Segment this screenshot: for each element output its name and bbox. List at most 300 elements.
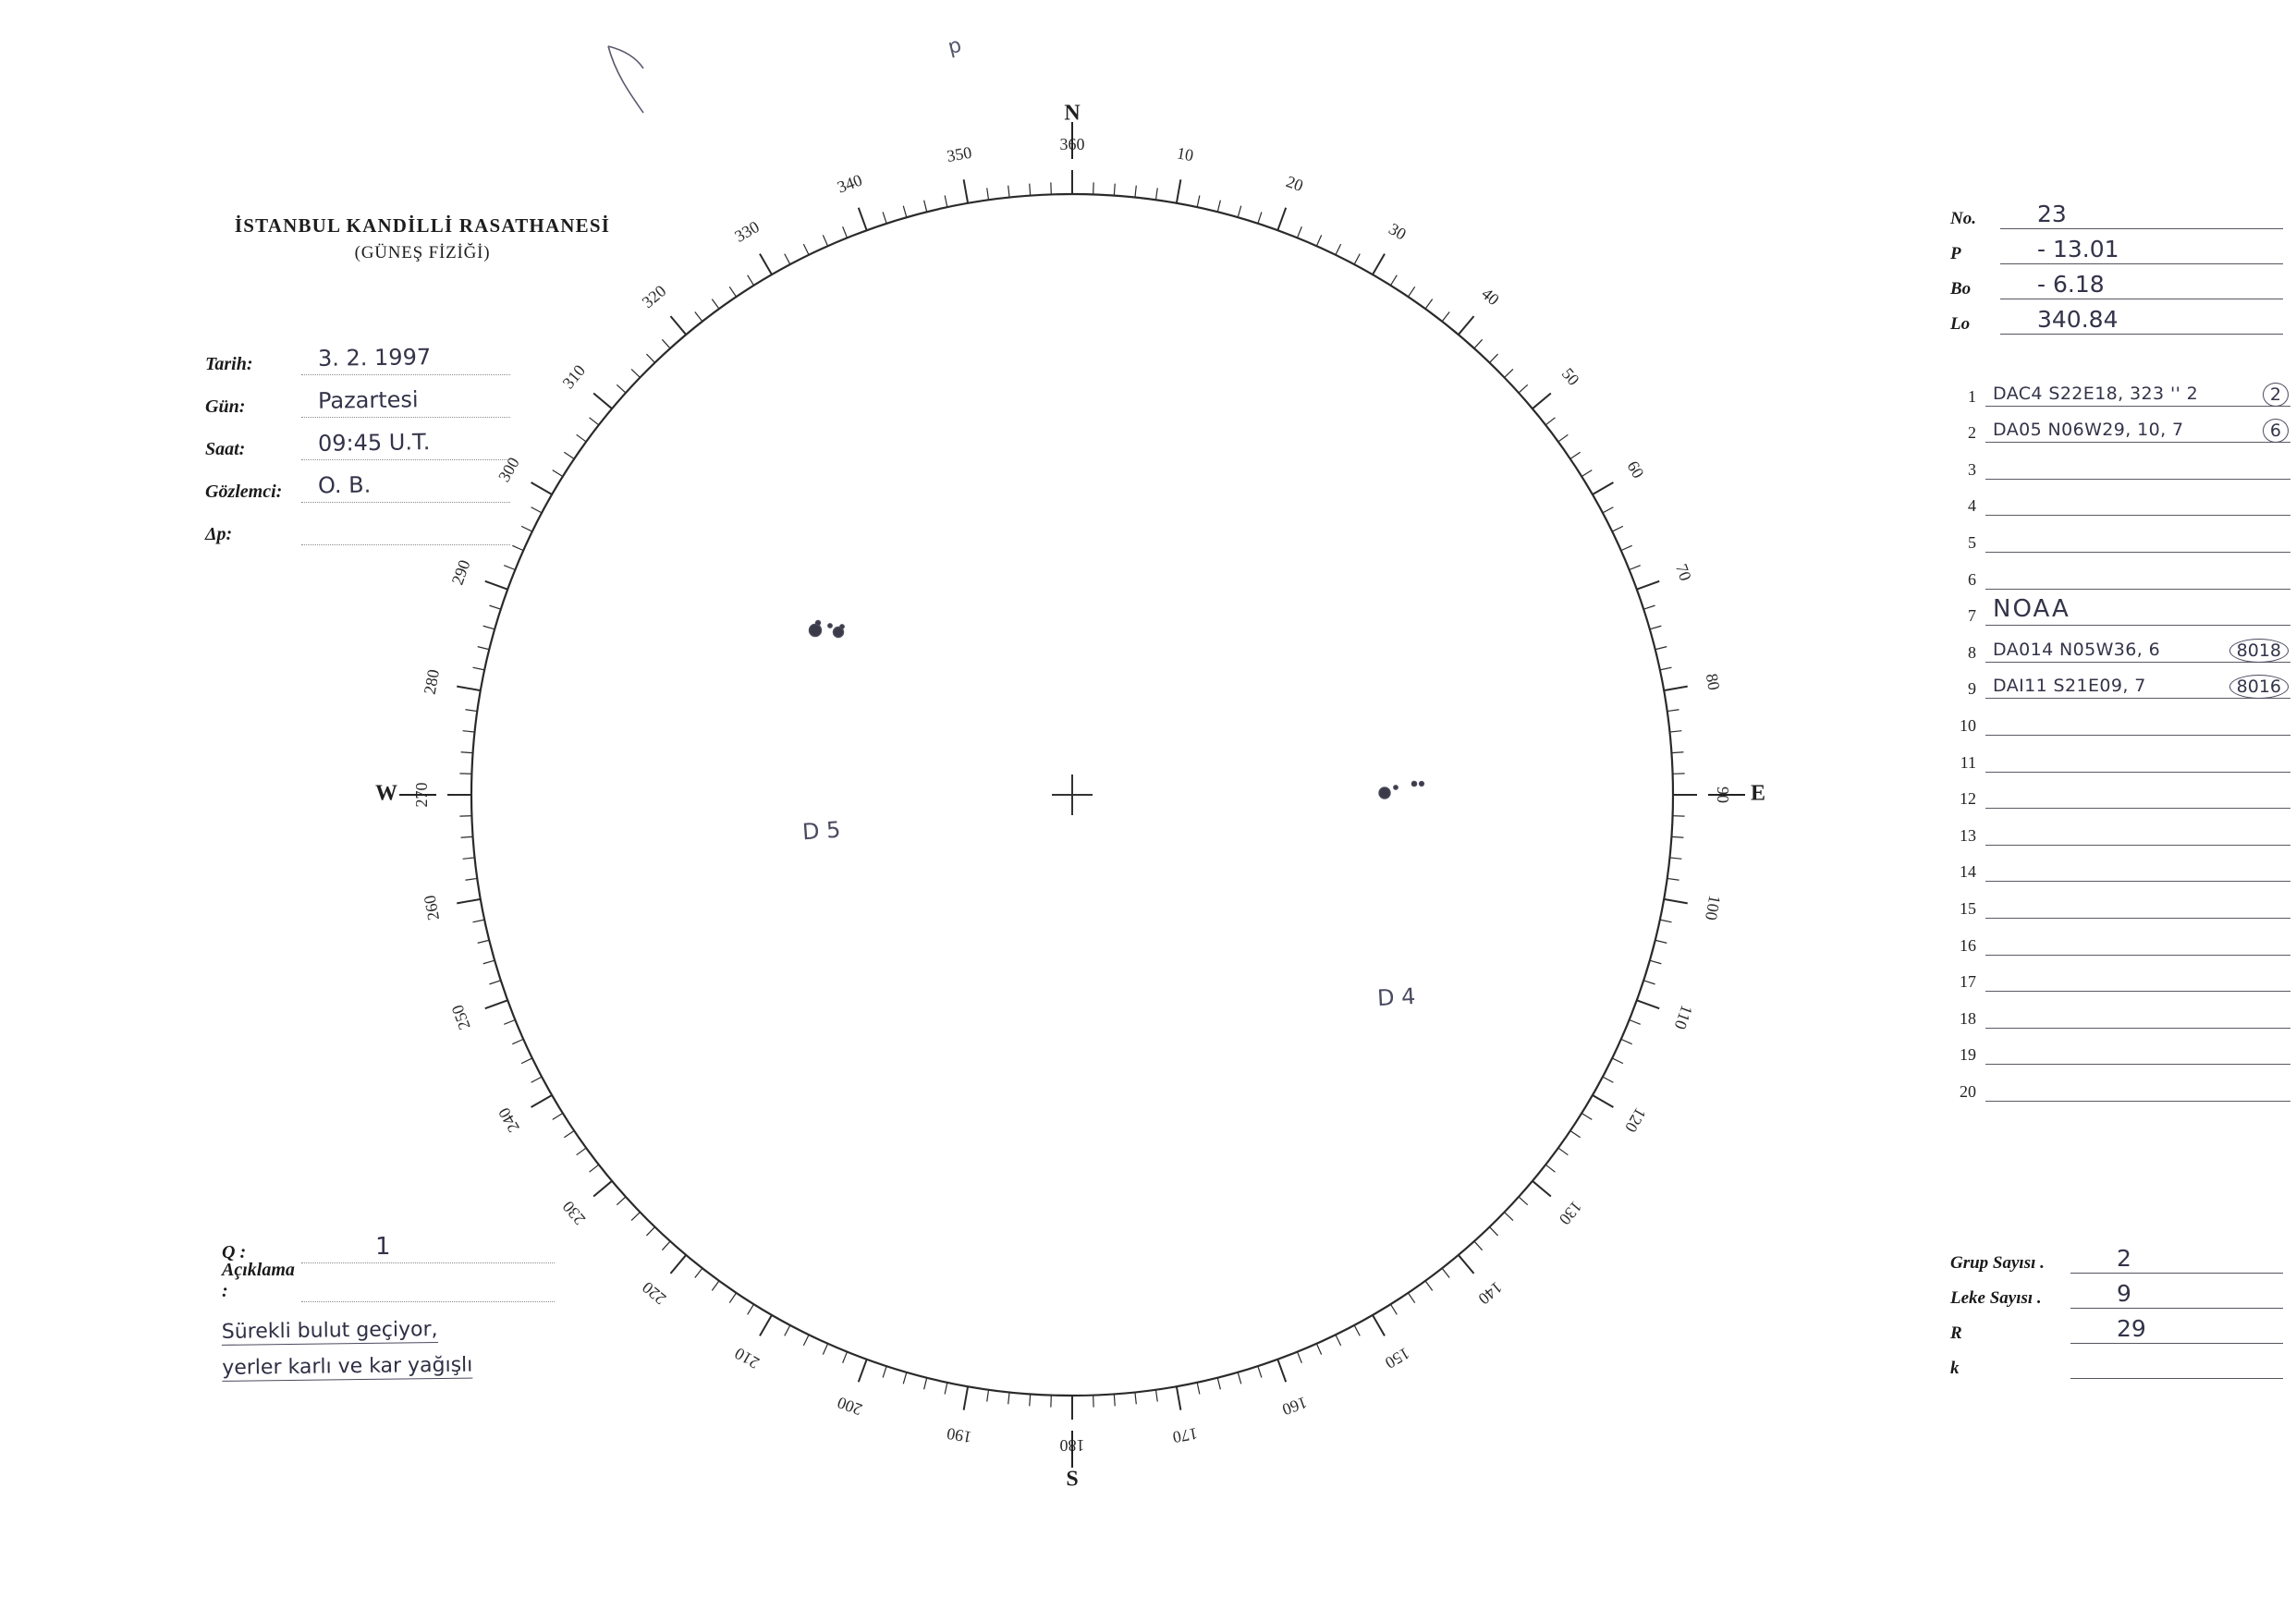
disk-tick [1238, 206, 1241, 217]
group-entry-text: NOAA [1993, 595, 2070, 624]
disk-degree-label: 250 [447, 1002, 474, 1032]
disk-tick [564, 452, 574, 458]
disk-tick [461, 752, 473, 753]
disk-tick [1630, 1019, 1641, 1024]
disk-tick [1336, 244, 1341, 255]
disk-tick [1155, 188, 1157, 200]
group-entry-text: DA014 N05W36, 6 [1993, 639, 2161, 660]
group-number: 16 [1960, 935, 1976, 955]
disk-tick [531, 507, 542, 513]
group-number: 6 [1968, 569, 1976, 589]
group-entry-text: DA05 N06W29, 10, 7 [1993, 420, 2184, 441]
cardinal-west-label: W [375, 781, 397, 806]
list-item [1950, 663, 2290, 700]
disk-tick [1354, 1325, 1360, 1335]
disk-degree-label: 310 [558, 360, 590, 393]
disk-tick [1558, 434, 1569, 442]
disk-tick [617, 384, 626, 393]
remark-line-2: yerler karlı ve kar yağışlı [222, 1353, 473, 1380]
disk-tick [1490, 354, 1498, 362]
disk-degree-label: 70 [1671, 561, 1695, 584]
disk-tick [485, 581, 507, 590]
total-row-leke [1950, 1274, 2283, 1309]
disk-tick [1238, 1372, 1241, 1384]
total-row-k [1950, 1344, 2283, 1379]
disk-tick [564, 1130, 574, 1137]
disk-tick [631, 1213, 640, 1221]
list-item [1950, 553, 2290, 590]
disk-tick [945, 195, 947, 207]
disk-tick [1643, 605, 1655, 609]
panel-input-no[interactable] [2000, 201, 2283, 229]
group-entry-input[interactable] [1985, 527, 2290, 553]
group-number: 4 [1968, 496, 1976, 516]
group-number: 12 [1960, 789, 1976, 809]
disk-tick [485, 1000, 507, 1008]
disk-tick [1297, 226, 1301, 238]
disk-tick [1316, 235, 1321, 246]
group-number: 17 [1960, 972, 1976, 992]
total-input-k[interactable] [2070, 1354, 2283, 1379]
list-item [1950, 480, 2290, 517]
disk-tick [712, 1281, 719, 1291]
disk-tick [1519, 384, 1528, 393]
total-input-leke[interactable] [2070, 1280, 2283, 1309]
disk-tick [512, 1039, 523, 1043]
total-row-r [1950, 1309, 2283, 1344]
spot-group-label-d5: D 5 [801, 816, 842, 846]
disk-degree-label: 360 [1059, 135, 1085, 154]
disk-degree-label: 100 [1701, 894, 1725, 922]
disk-degree-label: 200 [835, 1393, 865, 1420]
disk-tick [457, 687, 481, 691]
disk-tick [924, 1378, 927, 1390]
disk-degree-label: 130 [1555, 1197, 1586, 1229]
disk-tick [1135, 1392, 1136, 1404]
list-item [1950, 882, 2290, 919]
disk-tick [1177, 179, 1181, 203]
disk-tick [1621, 545, 1632, 550]
panel-value-bo: - 6.18 [2037, 271, 2105, 298]
sunspot [1379, 787, 1390, 799]
disk-tick [1545, 1165, 1555, 1172]
disk-tick [1593, 482, 1614, 494]
sunspot [816, 621, 821, 626]
field-value-gun: Pazartesi [317, 386, 419, 414]
panel-value-no: 23 [2037, 201, 2067, 227]
disk-degree-label: 300 [495, 454, 523, 485]
panel-value-p: - 13.01 [2037, 236, 2119, 262]
group-number: 11 [1960, 752, 1976, 772]
disk-tick [945, 1383, 947, 1395]
group-entry-input[interactable] [1985, 564, 2290, 590]
field-label-gun: Gün: [205, 396, 246, 417]
disk-tick [461, 836, 473, 837]
total-key-k: k [1950, 1359, 1960, 1378]
disk-tick [1135, 186, 1136, 198]
disk-tick [590, 1165, 599, 1172]
disk-tick [1217, 201, 1220, 213]
disk-tick [883, 212, 886, 223]
disk-tick [1390, 1304, 1397, 1314]
disk-tick [1459, 1255, 1474, 1274]
parameters-panel [1950, 194, 2283, 335]
disk-degree-label: 140 [1474, 1277, 1507, 1309]
group-entry-input[interactable] [1985, 1076, 2290, 1102]
disk-tick [883, 1366, 886, 1377]
disk-tick [1650, 626, 1661, 629]
disk-tick [1408, 287, 1414, 297]
sunspot [810, 625, 822, 637]
group-number: 19 [1960, 1045, 1976, 1065]
disk-tick [504, 1019, 515, 1024]
group-count-badge: 2 [2263, 383, 2289, 407]
list-item [1950, 919, 2290, 956]
group-entry-input[interactable] [1985, 1003, 2290, 1029]
group-number: 15 [1960, 898, 1976, 918]
disk-tick [1316, 1344, 1321, 1355]
disk-tick [964, 1386, 969, 1410]
disk-tick [1474, 339, 1483, 348]
list-item [1950, 736, 2290, 773]
quality-value: 1 [375, 1233, 391, 1261]
list-item [1950, 590, 2290, 627]
disk-tick [1655, 940, 1667, 943]
disk-tick [1490, 1227, 1498, 1236]
disk-tick [760, 1315, 772, 1336]
disk-tick [483, 960, 495, 964]
group-entry-input[interactable] [1985, 637, 2290, 663]
group-entry-input[interactable] [1985, 820, 2290, 846]
group-number: 7 [1968, 606, 1976, 626]
disk-tick [1655, 647, 1667, 650]
disk-tick [1297, 1352, 1301, 1363]
disk-tick [670, 1255, 686, 1274]
disk-tick [472, 920, 484, 922]
group-number: 14 [1960, 862, 1976, 882]
disk-tick [903, 1372, 907, 1384]
disk-tick [695, 1268, 702, 1277]
group-entry-input[interactable] [1985, 673, 2290, 699]
disk-tick [1612, 1058, 1623, 1064]
group-entry-input[interactable] [1985, 490, 2290, 516]
total-value-grup: 2 [2117, 1245, 2131, 1272]
disk-tick [521, 1058, 532, 1064]
group-number: 10 [1960, 715, 1976, 735]
list-item [1950, 699, 2290, 736]
disk-tick [1643, 981, 1655, 984]
disk-tick [1008, 1392, 1009, 1404]
disk-tick [489, 605, 500, 609]
group-entry-input[interactable] [1985, 595, 2290, 626]
list-item [1950, 956, 2290, 993]
disk-tick [646, 354, 654, 362]
disk-tick [1390, 275, 1397, 286]
total-input-grup[interactable] [2070, 1245, 2283, 1274]
group-count-badge: 8016 [2229, 675, 2289, 699]
sunspot [1420, 782, 1424, 787]
disk-degree-label: 230 [558, 1197, 590, 1229]
disk-tick [521, 526, 532, 531]
group-number: 3 [1968, 459, 1976, 479]
group-count-badge: 8018 [2229, 639, 2289, 663]
disk-degree-label: 210 [731, 1344, 763, 1372]
disk-tick [1603, 507, 1613, 513]
disk-degree-label: 320 [638, 281, 670, 312]
disk-degree-label: 10 [1175, 143, 1195, 165]
disk-tick [1637, 581, 1659, 590]
panel-row-bo [1950, 264, 2283, 299]
disk-tick [785, 1325, 790, 1335]
disk-tick [1425, 1281, 1433, 1291]
disk-tick [1336, 1335, 1341, 1346]
total-input-r[interactable] [2070, 1315, 2283, 1344]
panel-input-p[interactable] [2000, 236, 2283, 264]
disk-tick [1669, 858, 1681, 859]
disk-tick [531, 482, 553, 494]
disk-tick [785, 254, 790, 264]
list-item [1950, 443, 2290, 480]
disk-tick [577, 1148, 587, 1155]
panel-key-no: No. [1950, 209, 1976, 228]
disk-tick [1408, 1293, 1414, 1303]
solar-disk-diagram [375, 9, 1839, 1608]
disk-tick [1373, 1315, 1385, 1336]
disk-tick [1519, 1197, 1528, 1205]
disk-tick [729, 1293, 736, 1303]
disk-tick [1593, 1095, 1614, 1107]
list-item [1950, 370, 2290, 407]
disk-tick [1582, 1113, 1592, 1119]
spot-group-label-d4: D 4 [1376, 982, 1417, 1012]
disk-tick [617, 1197, 626, 1205]
total-value-r: 29 [2117, 1315, 2146, 1342]
disk-tick [1660, 667, 1672, 670]
group-entry-input[interactable] [1985, 893, 2290, 919]
disk-degree-label: 240 [495, 1104, 523, 1136]
total-value-leke: 9 [2117, 1280, 2131, 1307]
field-label-gozlemci: Gözlemci: [205, 482, 283, 502]
disk-degree-label: 60 [1623, 457, 1648, 482]
group-number: 20 [1960, 1081, 1976, 1101]
disk-tick [1442, 1268, 1449, 1277]
remark-label: Açıklama : [222, 1260, 295, 1301]
disk-tick [1258, 1366, 1262, 1377]
disk-tick [823, 1344, 827, 1355]
panel-row-no [1950, 194, 2283, 229]
field-value-gozlemci: O. B. [317, 471, 372, 499]
disk-degree-label: 150 [1382, 1344, 1413, 1372]
disk-tick [553, 470, 563, 477]
group-number: 18 [1960, 1008, 1976, 1028]
panel-input-lo[interactable] [2000, 306, 2283, 335]
disk-degree-label: 160 [1279, 1393, 1310, 1420]
pencil-note: p [946, 33, 964, 60]
disk-degree-label: 330 [731, 217, 763, 246]
group-entry-input[interactable] [1985, 417, 2290, 443]
quality-label: Q : [222, 1242, 247, 1262]
disk-degree-label: 80 [1702, 672, 1724, 692]
remark-line-1: Sürekli bulut geçiyor, [221, 1318, 438, 1344]
field-label-saat: Saat: [205, 439, 246, 459]
disk-tick [964, 179, 969, 203]
page-subtitle: (GÜNEŞ FİZİĞİ) [354, 243, 491, 262]
disk-tick [1425, 299, 1433, 310]
disk-tick [1008, 186, 1009, 198]
disk-tick [504, 566, 515, 570]
disk-tick [924, 201, 927, 213]
disk-tick [1258, 212, 1262, 223]
panel-input-bo[interactable] [2000, 271, 2283, 299]
group-entry-input[interactable] [1985, 1039, 2290, 1065]
disk-tick [463, 731, 475, 732]
cardinal-south-label: S [1066, 1467, 1079, 1492]
disk-tick [465, 710, 477, 712]
group-entry-input[interactable] [1985, 856, 2290, 882]
disk-tick [472, 667, 484, 670]
disk-tick [478, 647, 490, 650]
disk-degree-label: 40 [1478, 284, 1503, 310]
disk-tick [531, 1095, 553, 1107]
disk-tick [553, 1113, 563, 1119]
group-number: 13 [1960, 825, 1976, 845]
disk-tick [748, 275, 754, 286]
disk-degree-label: 260 [420, 894, 444, 922]
disk-degree-label: 340 [835, 170, 865, 197]
group-entry-input[interactable] [1985, 454, 2290, 480]
disk-tick [1114, 1394, 1115, 1406]
total-row-grup [1950, 1238, 2283, 1274]
cardinal-east-label: E [1750, 781, 1766, 806]
group-entry-input[interactable] [1985, 783, 2290, 809]
field-label-tarih: Tarih: [205, 354, 253, 374]
disk-tick [465, 878, 477, 880]
sunspot [1394, 786, 1398, 789]
sunspot [1411, 781, 1416, 786]
disk-tick [1671, 752, 1683, 753]
disk-tick [463, 858, 475, 859]
group-entry-input[interactable] [1985, 966, 2290, 992]
disk-tick [531, 1077, 542, 1082]
disk-tick [670, 316, 686, 335]
disk-tick [1533, 1181, 1551, 1197]
cardinal-north-label: N [1064, 101, 1081, 126]
disk-tick [1030, 184, 1031, 196]
group-entry-input[interactable] [1985, 710, 2290, 736]
disk-tick [729, 287, 736, 297]
disk-tick [1664, 899, 1688, 904]
disk-tick [1637, 1000, 1659, 1008]
disk-tick [695, 312, 702, 322]
list-item [1950, 1029, 2290, 1066]
disk-degree-label: 350 [945, 142, 973, 166]
list-item [1950, 809, 2290, 846]
group-number: 8 [1968, 642, 1976, 662]
disk-tick [478, 940, 490, 943]
disk-tick [712, 299, 719, 310]
disk-tick [457, 899, 481, 904]
disk-tick [1621, 1039, 1632, 1043]
disk-degree-label: 270 [412, 782, 432, 808]
disk-tick [1442, 312, 1449, 322]
disk-degree-label: 20 [1283, 172, 1306, 196]
disk-tick [987, 188, 989, 200]
disk-tick [1667, 710, 1679, 712]
disk-tick [903, 206, 907, 217]
disk-tick [843, 1352, 848, 1363]
sunspot-group-list [1950, 370, 2290, 1102]
disk-tick [859, 1360, 867, 1382]
disk-tick [803, 1335, 809, 1346]
list-item [1950, 516, 2290, 553]
list-item [1950, 992, 2290, 1029]
disk-degree-label: 180 [1059, 1435, 1085, 1455]
field-value-saat: 09:45 U.T. [317, 429, 431, 457]
disk-tick [1664, 687, 1688, 691]
disk-degree-label: 220 [638, 1277, 670, 1309]
disk-degree-label: 290 [447, 557, 474, 588]
disk-tick [823, 235, 827, 246]
disk-tick [1197, 1383, 1200, 1395]
group-number: 5 [1968, 532, 1976, 552]
group-count-badge: 6 [2263, 419, 2289, 443]
disk-tick [1570, 1130, 1581, 1137]
group-entry-input[interactable] [1985, 381, 2290, 407]
disk-tick [803, 244, 809, 255]
disk-tick [646, 1227, 654, 1236]
list-item [1950, 407, 2290, 444]
disk-tick [748, 1304, 754, 1314]
disk-tick [1603, 1077, 1613, 1082]
disk-tick [1570, 452, 1581, 458]
disk-degree-label: 90 [1713, 787, 1732, 803]
group-entry-text: DAI11 S21E09, 7 [1993, 676, 2146, 697]
group-number: 1 [1968, 386, 1976, 406]
disk-tick [987, 1390, 989, 1402]
disk-tick [1030, 1394, 1031, 1406]
group-entry-input[interactable] [1985, 747, 2290, 773]
group-entry-input[interactable] [1985, 930, 2290, 956]
disk-tick [593, 393, 612, 409]
field-label-delta-p: Δp: [205, 524, 233, 544]
disk-tick [760, 254, 772, 275]
disk-tick [859, 208, 867, 230]
panel-key-p: P [1950, 244, 1961, 263]
disk-tick [577, 434, 587, 442]
disk-tick [1277, 1360, 1286, 1382]
disk-tick [483, 626, 495, 629]
disk-tick [1545, 418, 1555, 425]
disk-tick [1533, 393, 1551, 409]
disk-degree-label: 280 [420, 667, 444, 696]
disk-tick [1459, 316, 1474, 335]
disk-tick [1660, 920, 1672, 922]
list-item [1950, 846, 2290, 883]
disk-degree-label: 110 [1670, 1002, 1697, 1032]
disk-tick [1612, 526, 1623, 531]
disk-tick [1630, 566, 1641, 570]
pencil-stroke [608, 46, 643, 113]
disk-tick [1669, 731, 1681, 732]
disk-tick [662, 339, 670, 348]
disk-tick [631, 369, 640, 377]
disk-tick [1155, 1390, 1157, 1402]
page-title: İSTANBUL KANDİLLİ RASATHANESİ [234, 214, 611, 237]
panel-value-lo: 340.84 [2037, 306, 2119, 333]
panel-key-bo: Bo [1950, 279, 1972, 299]
disk-tick [1277, 208, 1286, 230]
group-number: 2 [1968, 423, 1976, 443]
